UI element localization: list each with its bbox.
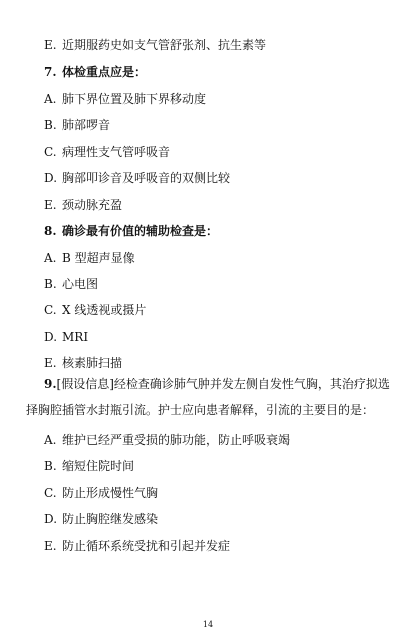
- option-text: 近期服药史如支气管舒张剂、抗生素等: [62, 38, 267, 52]
- question-8: [44, 224, 218, 238]
- option-d-q7: [44, 171, 230, 185]
- option-b-q9: [44, 459, 134, 473]
- option-letter: E.: [44, 38, 57, 52]
- question-number: 8.: [44, 224, 57, 238]
- page-number: 14: [202, 620, 214, 629]
- option-letter: E.: [44, 198, 57, 212]
- question-text: 体检重点应是：: [62, 65, 147, 79]
- option-text: B 型超声显像: [62, 251, 135, 265]
- option-text: 心电图: [62, 277, 99, 291]
- option-letter: A.: [44, 251, 57, 265]
- question-text: 确诊最有价值的辅助检查是：: [62, 224, 219, 238]
- option-letter: A.: [44, 92, 57, 106]
- option-letter: B.: [44, 459, 57, 473]
- option-letter: D.: [44, 330, 58, 344]
- option-letter: B.: [44, 277, 57, 291]
- option-text: 缩短住院时间: [62, 459, 135, 473]
- option-letter: C.: [44, 145, 57, 159]
- option-letter: A.: [44, 433, 57, 447]
- option-e-q7: [44, 198, 122, 212]
- option-text: 肺部啰音: [62, 118, 111, 132]
- option-d-q9: [44, 512, 158, 526]
- option-letter: C.: [44, 486, 57, 500]
- question-9: [26, 371, 396, 423]
- option-c-q7: [44, 145, 170, 159]
- option-text: 维护已经严重受损的肺功能，防止呼吸衰竭: [62, 433, 291, 447]
- option-c-q9: [44, 486, 158, 500]
- option-text: X 线透视或摄片: [62, 303, 147, 317]
- option-d-q8: [44, 330, 88, 344]
- option-text: 防止形成慢性气胸: [62, 486, 159, 500]
- option-text: 胸部叩诊音及呼吸音的双侧比较: [62, 171, 231, 185]
- option-text: 防止胸腔继发感染: [62, 512, 159, 526]
- option-text: MRI: [62, 330, 89, 344]
- option-text: 颈动脉充盈: [62, 198, 123, 212]
- option-letter: C.: [44, 303, 57, 317]
- option-letter: B.: [44, 118, 57, 132]
- option-letter: E.: [44, 356, 57, 370]
- question-text: [假设信息]经检查确诊肺气肿并发左侧自发性气胸，其治疗拟选择胸腔插管水封瓶引流。护士应向患者解释，引流的主要目的是：: [26, 377, 390, 417]
- option-text: 病理性支气管呼吸音: [62, 145, 171, 159]
- option-letter: D.: [44, 512, 58, 526]
- question-7: [44, 65, 146, 79]
- option-c-q8: [44, 303, 146, 317]
- option-e-q9: [44, 539, 230, 553]
- option-b-q8: [44, 277, 98, 291]
- option-text: 防止循环系统受扰和引起并发症: [62, 539, 231, 553]
- question-number: 9.: [44, 377, 57, 391]
- option-a-q7: [44, 92, 206, 106]
- question-number: 7.: [44, 65, 57, 79]
- option-e-q6: [44, 38, 266, 52]
- option-letter: D.: [44, 171, 58, 185]
- option-text: 核素肺扫描: [62, 356, 123, 370]
- option-text: 肺下界位置及肺下界移动度: [62, 92, 207, 106]
- option-e-q8: [44, 356, 122, 370]
- option-a-q9: [44, 433, 290, 447]
- option-letter: E.: [44, 539, 57, 553]
- option-b-q7: [44, 118, 110, 132]
- option-a-q8: [44, 251, 135, 265]
